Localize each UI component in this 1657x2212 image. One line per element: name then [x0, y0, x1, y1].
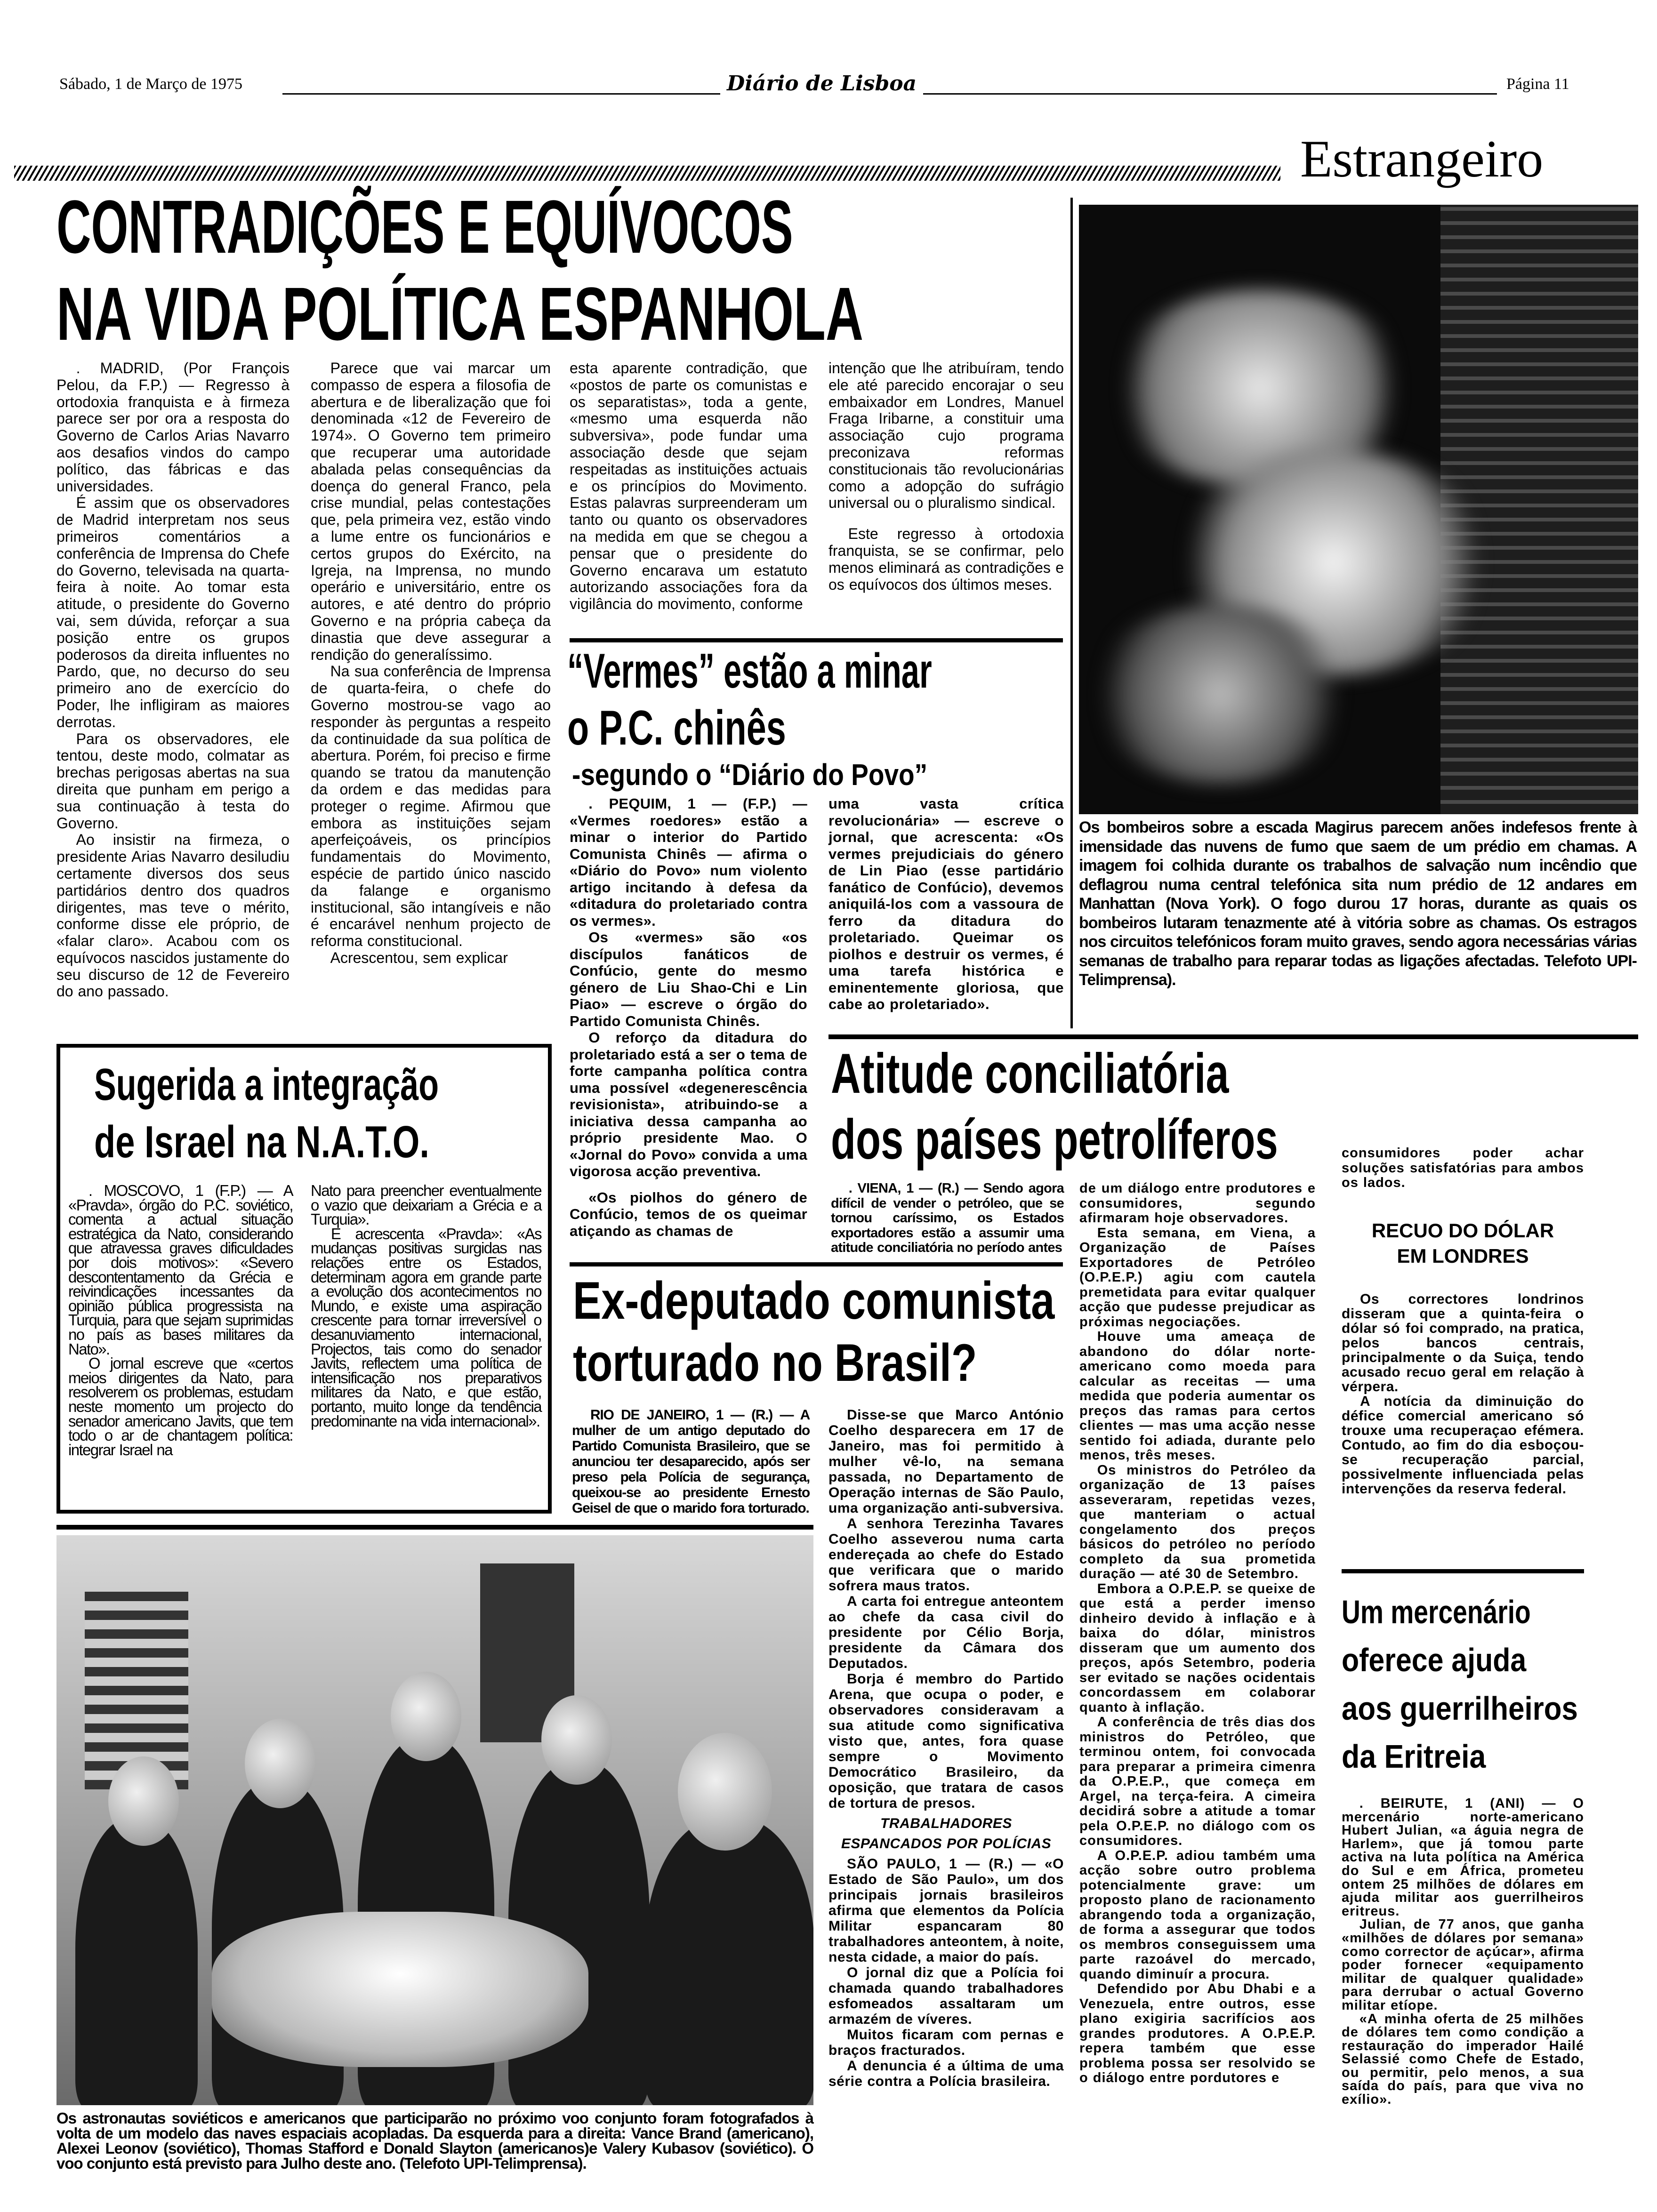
paragraph: Embora a O.P.E.P. se queixe de que está a perder imenso dinheiro devido à inflação e à baixa do dólar, ministros disseram que um aumento dos preços, após Setembro, poderia ser evitado se nações ocidentais concordassem em colaborar quanto à inflação.: [1079, 1581, 1316, 1715]
section-hatch-band: [14, 166, 1280, 181]
paragraph: . MOSCOVO, 1 (F.P.) — A «Pravda», órgão do P.C. soviético, comenta a actual situação estratégica da Nato, considerando que atravessa graves dificuldades por dois motivos»: «Severo descontentamento da Grécia e reivindicações incessantes da opinião pública progressista na Turquia, para que sejam suprimidas no país as bases militares da Nato».: [68, 1182, 293, 1358]
paragraph: Os correctores londrinos disseram que a quinta-feira o dólar só foi comprado, na pratica, pelos bancos centrais, principalmente o da Suiça, tendo acusado recuo geral em relação à vérpera.: [1342, 1291, 1584, 1395]
paragraph: O jornal escreve que «certos meios dirigentes da Nato, para resolverem os problemas, estudam neste momento um projecto do senador americano Javits, que tem todo o ar de chantagem política: integrar Israel na: [68, 1354, 293, 1459]
section-rule: [1342, 1569, 1584, 1573]
paragraph: . PEQUIM, 1 — (F.P.) — «Vermes roedores» estão a minar o interior do Partido Comunista Chinês — afirma o «Diário do Povo» num violento artigo incitando à defesa da «ditadura do proletariado contra os vermes».: [570, 795, 807, 929]
section-rule: [570, 638, 1063, 642]
israel-headline-line1: Sugerida a integração: [94, 1059, 439, 1110]
exdeputado-headline-line2: torturado no Brasil?: [573, 1333, 977, 1392]
paragraph: «Os piolhos do género de Confúcio, temos de os queimar atiçando as chamas de: [570, 1189, 807, 1239]
person-head: [391, 1672, 461, 1761]
person-head: [541, 1695, 612, 1785]
opep-headline-line2: dos países petrolíferos: [831, 1108, 1278, 1171]
paragraph: A notícia da diminuição do défice comercial americano só trouxe uma recuperaçao efémera. Contudo, ao fim do dia esboçou-se recuperação parcial, possivelmente influenciada pelas intervenções da reserva federal.: [1342, 1394, 1584, 1497]
vermes-headline-line2: o P.C. chinês: [567, 701, 786, 755]
fire-photo-caption: Os bombeiros sobre a escada Magirus parecem anões indefesos frente à imensidade das nuvens de fumo que saem de um prédio em chamas. A imagem foi colhida durante os trabalhos de salvação num incêndio que deflagrou numa central telefónica sita num prédio de 12 andares em Manhattan (Nova York). O fogo durou 17 horas, durante as quais os bombeiros lutaram tenazmente até à vitória sobre as chamas. Os estragos nos circuitos telefónicos foram muito graves, sendo agora necessárias várias semanas de trabalho para reparar todas as ligações afectadas. Telefoto UPI-Telimprensa).: [1079, 818, 1637, 989]
paragraph: Ao insistir na firmeza, o presidente Arias Navarro desiludiu certamente diversos dos seus partidários dentro dos quadros dirigentes, mas teve o mérito, conforme disse ele próprio, de «falar claro». Acabou com os equívocos nascidos justamente do seu discurso de 12 de Fevereiro do ano passado.: [56, 831, 290, 1000]
astronauts-photo: [56, 1535, 813, 2105]
israel-headline-line2: de Israel na N.A.T.O.: [94, 1117, 429, 1167]
paragraph: intenção que lhe atribuíram, tendo ele até parecido encorajar o seu embaixador em Londres, Manuel Fraga Iribarne, a constituir uma associação cujo programa preconizava reformas constitucionais tão revolucionárias como a adopção do sufrágio universal ou o pluralismo sindical.: [828, 360, 1064, 512]
vermes-column-4: [828, 795, 1064, 1028]
paragraph: A carta foi entregue anteontem ao chefe da casa civil do presidente por Célio Borja, presidente da Câmara dos Deputados.: [828, 1594, 1064, 1671]
paragraph: Borja é membro do Partido Arena, que ocupa o poder, e observadores consideravam a sua atitude como significativa visto que, antes, fora quase sempre o Movimento Democrático Brasileiro, da oposição, que tratara de casos de tortura de presos.: [828, 1671, 1064, 1811]
paragraph: A senhora Terezinha Tavares Coelho asseverou numa carta endereçada ao chefe do Estado que verificara que o marido sofrera maus tratos.: [828, 1516, 1064, 1594]
person-shape: [645, 1818, 813, 2105]
paragraph: RIO DE JANEIRO, 1 — (R.) — A mulher de um antigo deputado do Partido Comunista Brasileiro, que se anunciou ter desaparecido, após ser preso pela Polícia de segurança, queixou-se ao presidente Ernesto Geisel de que o marido fora torturado.: [572, 1407, 810, 1516]
subheading: TRABALHADORES: [880, 1816, 1012, 1831]
column-rule-vertical: [1070, 198, 1073, 1028]
paragraph: Parece que vai marcar um compasso de espera a filosofia de abertura e de liberalização que foi denominada «12 de Fevereiro de 1974». O Governo tem primeiro que recuperar uma autoridade abalada pelas consequências da doença do general Franco, pela crise mundial, pelas contestações que, pela primeira vez, estão vindo a lume entre os funcionários e certos grupos do Exército, na Igreja, na Imprensa, no mundo operário e universitário, entre os autores, e até dentro do próprio Governo e na própria cabeça da dinastia que deve assegurar a rendição do generalíssimo.: [311, 360, 551, 663]
paragraph: Julian, de 77 anos, que ganha «milhões de dólares por semana» como corrector de açúcar», afirma poder fornecer «equipamento militar de qualquer qualidade» para derrubar o actual Governo militar etíope.: [1342, 1917, 1584, 2013]
exdeputado-column-4: [828, 1407, 1064, 2211]
exdeputado-headline-line1: Ex-deputado comunista: [573, 1271, 1055, 1330]
paragraph: Para os observadores, ele tentou, deste modo, colmatar as brechas perigosas abertas na sua direita que punham em perigo a sua continuação à testa do Governo.: [56, 730, 290, 832]
person-shape: [75, 1818, 198, 2105]
paragraph: . VIENA, 1 — (R.) — Sendo agora difícil de vender o petróleo, que se tornou caríssimo, os Estados exportadores estão a assumir uma atitude conciliatória no período antes: [831, 1181, 1064, 1255]
paragraph: Os «vermes» são «os discípulos fanáticos de Confúcio, gente do mesmo género de Liu Shao-Chi e Lin Piao» — escreve o órgão do Partido Comunista Chinês.: [570, 929, 807, 1029]
recuo-body: [1342, 1292, 1584, 1565]
opep-headline-line1: Atitude conciliatória: [831, 1042, 1229, 1105]
paragraph: A conferência de três dias dos ministros do Petróleo, que terminou ontem, foi convocada para preparar a primeira cimenra da O.P.E.P., que começa em Argel, na terça-feira. A cimeira decidirá sobre a atitude a tomar pela O.P.E.P. no diálogo com os consumidores.: [1079, 1715, 1316, 1848]
subheading: ESPANCADOS POR POLÍCIAS: [841, 1836, 1052, 1851]
section-rule: [570, 1262, 1063, 1266]
person-head: [678, 1733, 772, 1851]
opep-column-1: [831, 1181, 1064, 1260]
person-head: [245, 1719, 315, 1808]
madrid-column-1: [56, 360, 290, 1028]
paragraph: uma vasta crítica revolucionária» — escreve o jornal, que acrescenta: «Os vermes prejudiciais do género de Lin Piao (esse partidário fanático de Confúcio), devemos aniquilá-los com a vassoura de ferro da ditadura do proletariado. Queimar os piolhos e destruir os vermes, é uma tarefa histórica e eminentemente gloriosa, que cabe ao proletariado».: [828, 795, 1064, 1012]
vermes-column-3: [570, 795, 807, 1254]
header-date: Sábado, 1 de Março de 1975: [59, 75, 243, 93]
mercenario-body: [1342, 1797, 1584, 2211]
paragraph: Os ministros do Petróleo da organização de 13 países asseveraram, repetidas vezes, que manteriam o actual congelamento dos preços básicos do petróleo no período completo da sua prometida duração — até 30 de Setembro.: [1079, 1462, 1316, 1581]
mercenario-headline-line2: oferece ajuda: [1342, 1642, 1527, 1678]
paragraph: O reforço da ditadura do proletariado está a ser o tema de forte campanha política contra uma possível «degenerescência revisionista», atribuindo-se a iniciativa dessa campanha ao próprio presidente Mao. O «Jornal do Povo» convida a uma vigorosa acção preventiva.: [570, 1029, 807, 1179]
madrid-headline-line1: CONTRADIÇÕES E EQUÍVOCOS: [56, 184, 793, 269]
section-rule: [828, 1034, 1638, 1039]
vermes-headline-line1: “Vermes” estão a minar: [567, 644, 932, 698]
paragraph: Houve uma ameaça de abandono do dólar norte-americano como moeda para calcular as receitas — uma medida que poderia aumentar os preços das ramas para certos clientes — mas uma acção nesse sentido foi adiada, durante pelo menos, três meses.: [1079, 1329, 1316, 1463]
paragraph: Acrescentou, sem explicar: [330, 949, 508, 966]
paragraph: A O.P.E.P. adiou também uma acção sobre outro problema potencialmente grave: um proposto plano de racionamento abrangendo toda a organização, de forma a assegurar que todos os membros conseguissem uma parte razoável do mercado, quando diminuír a procura.: [1079, 1848, 1316, 1982]
paragraph: Este regresso à ortodoxia franquista, se se confirmar, pelo menos eliminará as contradições e os equívocos dos últimos meses.: [828, 525, 1064, 593]
paragraph: Nato para preencher eventualmente o vazio que deixariam a Grécia e a Turquia».: [311, 1182, 541, 1228]
madrid-headline-line2: NA VIDA POLÍTICA ESPANHOLA: [56, 272, 864, 356]
recuo-headline-line1: RECUO DO DÓLAR: [1371, 1219, 1554, 1242]
paragraph: «A minha oferta de 25 milhões de dólares tem como condição a restauração do imperador Hailé Selassié como Chefe de Estado, ou permitir, pelo menos, a sua saída do país, para que viva no exílio».: [1342, 2011, 1584, 2108]
madrid-column-3: [570, 360, 807, 633]
paragraph: esta aparente contradição, que «postos de parte os comunistas e os separatistas», toda a gente, «mesmo uma esquerda não subversiva», pode fundar uma associação desde que sejam respeitadas as instituições actuais e os princípios do Movimento. Estas palavras surpreenderam um tanto ou quanto os observadores na medida em que se chegou a pensar que o presidente do Governo encarava um estatuto autorizando associações fora da vigilância do movimento, conforme: [570, 360, 807, 613]
opep-column-3: [1342, 1146, 1584, 1212]
recuo-headline: [1342, 1218, 1584, 1269]
paragraph: Na sua conferência de Imprensa de quarta-feira, o chefe do Governo mostrou-se vago ao responder às perguntas a respeito da continuidade da sua política de abertura. Porém, foi preciso e firme quando se tratou da manutenção da ordem e das medidas para proteger o regime. Afirmou que embora as instituições sejam aperfeiçoáveis, os princípios fundamentais do Movimento, espécie de partido único nascido da falange e organismo institucional, são intangíveis e não é encarável nenhum projecto de reforma constitucional.: [311, 663, 551, 950]
madrid-column-4: [828, 360, 1064, 633]
madrid-column-2: [311, 360, 551, 1028]
mercenario-headline-line3: aos guerrilheiros: [1342, 1690, 1578, 1727]
astronauts-photo-caption: Os astronautas soviéticos e americanos que participarão no próximo voo conjunto foram fotografados à volta de um modelo das naves espaciais acopladas. Da esquerda para a direita: Vance Brand (americano), Alexei Leonov (soviético), Thomas Stafford e Donald Slayton (americanos)e Valery Kubasov (soviético). O voo conjunto está previsto para Julho deste ano. (Telefoto UPI-Telimprensa).: [56, 2109, 813, 2172]
page-number: Página 11: [1506, 75, 1569, 93]
fire-photo: [1079, 205, 1638, 814]
photo-top-rule: [56, 1525, 813, 1530]
recuo-headline-line2: EM LONDRES: [1397, 1245, 1529, 1267]
paragraph: Disse-se que Marco António Coelho desparecera em 17 de Janeiro, mas foi permitido à mulher vê-lo, na semana passada, no Departamento de Operação internas de São Paulo, uma organização anti-subversiva.: [828, 1407, 1064, 1516]
paragraph: O jornal diz que a Polícia foi chamada quando trabalhadores esfomeados assaltaram um armazém de víveres.: [828, 1965, 1064, 2027]
paragraph: É assim que os observadores de Madrid interpretam nos seus primeiros comentários a conferência de Imprensa do Chefe do Governo, televisada na quarta-feira à noite. Ao tomar esta atitude, o presidente do Governo vai, sem dúvida, reforçar a sua posição entre os grupos poderosos da direita influentes no Pardo, que, no decurso do seu primeiro ano de exercício do Poder, lhe infligiram as maiores derrotas.: [56, 494, 290, 730]
paragraph: A denuncia é a última de uma série contra a Polícia brasileira.: [828, 2058, 1064, 2089]
paragraph: de um diálogo entre produtores e consumidores, segundo afirmaram hoje observadores.: [1079, 1181, 1316, 1226]
smoke-cloud: [1088, 605, 1352, 784]
paragraph: . BEIRUTE, 1 (ANI) — O mercenário norte-americano Hubert Julian, «a águia negra de Harlem», que já tomou parte activa na luta política na América do Sul e em África, prometeu ontem 25 milhões de dólares em ajuda militar aos guerrilheiros eritreus.: [1342, 1796, 1584, 1919]
person-head: [108, 1756, 179, 1846]
exdeputado-column-3: [572, 1407, 810, 1523]
mercenario-headline-line4: da Eritreia: [1342, 1738, 1486, 1775]
paragraph: Esta semana, em Viena, a Organização de Países Exportadores de Petróleo (O.P.E.P.) agiu com cautela premetidata para evitar qualquer acção que pudesse prejudicar as próximas negociações.: [1079, 1225, 1316, 1330]
paragraph: SÃO PAULO, 1 — (R.) — «O Estado de São Paulo», um dos principais jornais brasileiros afirma que elementos da Polícia Militar espancaram 80 trabalhadores anteontem, à noite, nesta cidade, a maior do país.: [828, 1856, 1064, 1965]
masthead: Diário de Lisboa: [720, 72, 923, 96]
paragraph: Muitos ficaram com pernas e braços fracturados.: [828, 2027, 1064, 2058]
vermes-subheadline: -segundo o “Diário do Povo”: [572, 758, 928, 792]
paragraph: consumidores poder achar soluções satisfatórias para ambos os lados.: [1342, 1146, 1584, 1190]
paragraph: E acrescenta «Pravda»: «As mudanças positivas surgidas nas relações entre os Estados, determinam agora em grande parte a evolução dos acontecimentos no Mundo, e existe uma aspiração crescente para tornar irreversível o desanuviamento internacional, Projectos, tais como do senador Javits, reflectem uma política de intensificação nos preparativos militares da Nato, e que estão, portanto, muito longe da tendência predominante na vida internacional».: [311, 1225, 541, 1430]
opep-column-2: [1079, 1181, 1316, 2211]
israel-column-2: [311, 1184, 541, 1506]
mercenario-headline-line1: Um mercenário: [1342, 1594, 1531, 1630]
israel-column-1: [68, 1184, 293, 1506]
paragraph: Defendido por Abu Dhabi e a Venezuela, entre outros, esse plano exigiria sacrifícios aos grandes produtores. A O.P.E.P. repera também que esse problema possa ser resolvido se o diálogo entre pordutores e: [1079, 1981, 1316, 2085]
section-title: Estrangeiro: [1300, 130, 1544, 188]
paragraph: . MADRID, (Por François Pelou, da F.P.) — Regresso à ortodoxia franquista e à firmeza parece ser por ora a resposta do Governo de Carlos Arias Navarro aos desafios vindos do campo político, das fábricas e das universidades.: [56, 360, 290, 495]
spacecraft-model: [212, 1912, 588, 2067]
